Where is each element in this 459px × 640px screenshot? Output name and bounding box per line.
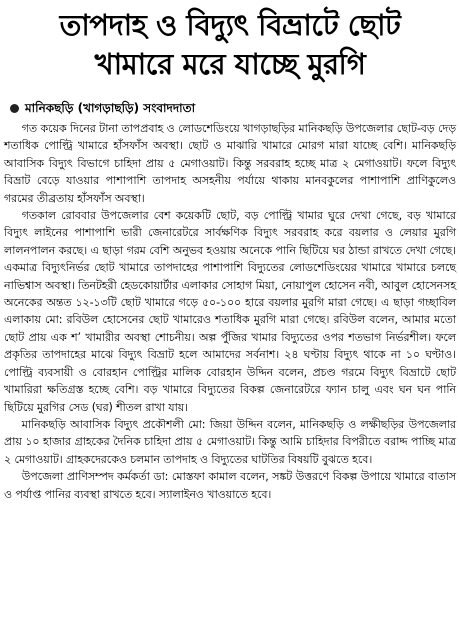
byline: [10, 100, 456, 116]
article-body: [4, 120, 456, 503]
paragraph-3: মানিকছড়ি আবাসিক বিদ্যুৎ প্রকৌশলী মো: জিয়া উদ্দিন বলেন, মানিকছড়ি ও লক্ষীছড়ির উপজেলার প্রায় ১০ হাজার গ্রাহকের দৈনিক চাহিদা প্রায় ৫ মেগাওয়াট। কিন্তু আমি চাহিদার বিপরীতে বরাদ্দ পাচ্ছি মাত্র ২ মেগাওয়াট। গ্রাহকদেরকেও চলমান তাপদাহ ও বিদ্যুতের ঘাটতির বিষয়টি বুঝতে হবে।: [4, 417, 456, 466]
headline-line-1: তাপদাহ ও বিদ্যুৎ বিভ্রাটে ছোট: [59, 8, 401, 42]
paragraph-4: উপজেলা প্রাণিসম্পদ কর্মকর্তা ডা: মোস্তফা কামাল বলেন, সঙ্কট উত্তরণে বিকল্প উপায়ে খামারে বাতাস ও পর্যাপ্ত পানির ব্যবস্থা রাখতে হবে। স্যালাইনও খাওয়াতে হবে।: [4, 470, 456, 501]
bullet-icon: [10, 104, 19, 113]
paragraph-1: গত কয়েক দিনের টানা তাপপ্রবাহ ও লোডশেডিংয়ে খাগড়াছড়ির মানিকছড়ি উপজেলার ছোট-বড় দেড় শতাধিক পোল্ট্রি খামারে হাঁসফাঁস অবস্থা। ছোট ও মাঝারি খামারে মোরগ মারা যাচ্ছে বেশি। মানিকছড়ি আবাসিক বিদ্যুৎ বিভাগে চাহিদা প্রায় ৫ মেগাওয়াট। কিন্তু সরবরাহ হচ্ছে মাত্র ২ মেগাওয়াট। ফলে বিদ্যুৎ বিভ্রাট বেড়ে যাওয়ার পাশাপাশি তাপদাহ অসহনীয় পর্যায়ে থাকায় মানবকুলের পাশাপাশি প্রাণিকুলেও গরমের তীব্রতায় হাঁসফাঁস অবস্থা।: [4, 122, 456, 205]
headline-line-2: খামারে মরে যাচ্ছে মুরগি: [94, 47, 366, 81]
headline: [4, 0, 456, 84]
byline-text: মানিকছড়ি (খাগড়াছড়ি) সংবাদদাতা: [25, 101, 196, 115]
paragraph-2: গতকাল রোববার উপজেলার বেশ কয়েকটি ছোট, বড় পোল্ট্রি খামার ঘুরে দেখা গেছে, বড় খামারে বিদ্যুৎ লাইনের পাশাপাশি ভারী জেনারেটরে সার্বক্ষণিক বিদ্যুৎ সরবরাহ করে বয়লার ও লেয়ার মুরগি লালনপালন করছে। এ ছাড়া গরম বেশি অনুভব হওয়ায় অনেকে পানি ছিটিয়ে ঘর ঠান্ডা রাখতে দেখা গেছে। একমাত্র বিদ্যুৎনির্ভর ছোট খামারে তাপদাহের পাশাপাশি বিদ্যুতের লোডশেডিংয়ের খামারে খামারে চলছে নাভিশ্বাস অবস্থা। তিনটহরী হেডকোয়ার্টার এলাকার সোহাগ মিয়া, নোয়াপুল হোসেন নবী, আবুল হোসেনসহ অনেকের অন্তত ১২-১৩টি ছোট খামারে গড়ে ৫০-১০০ হারে বয়লার মুরগি মারা গেছে। এ ছাড়া গচ্ছাবিল এলাকায় মো: রবিউল হোসেনের ছোট খামারেও শতাধিক মুরগি মারা গেছে। রবিউল বলেন, আমার মতো ছোট প্রায় এক শ’ খামারীর অবস্থা শোচনীয়। অল্প পুঁজির খামার বিদ্যুতের ওপর শতভাগ নির্ভরশীল। ফলে প্রকৃতির তাপদাহের মাঝে বিদ্যুৎ বিভ্রাট হলে আমাদের সর্বনাশ। ২৪ ঘণ্টায় বিদ্যুৎ থাকে না ১০ ঘণ্টাও। পোল্ট্রি ব্যবসায়ী ও বোরহান পোল্ট্রির মালিক বোরহান উদ্দিন বলেন, প্রচণ্ড গরমে বিদ্যুৎ বিভ্রাটে ছোট খামারিরা ক্ষতিগ্রস্ত হচ্ছে বেশি। বড় খামারে বিদ্যুতের বিকল্প জেনারেটরে ফ্যান চালু এবং ঘন ঘন পানি ছিটিয়ে মুরগির সেড (ঘর) শীতল রাখা যায়।: [4, 209, 456, 414]
